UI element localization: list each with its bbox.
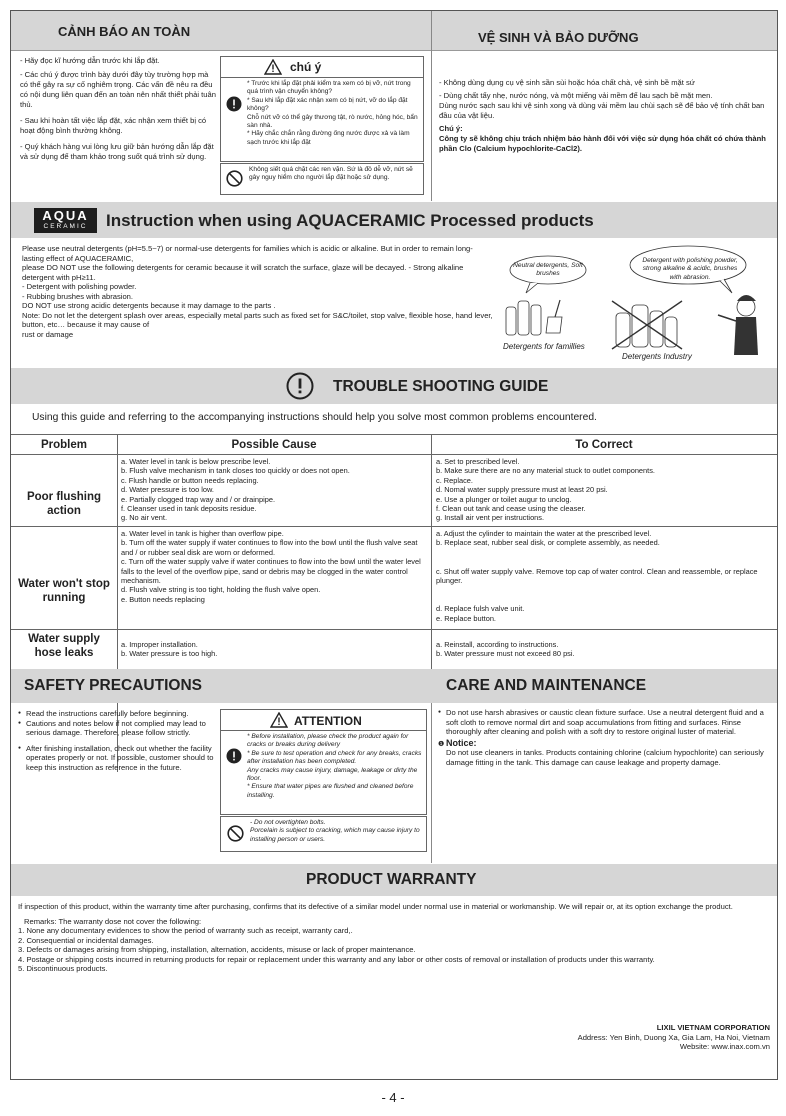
problem-water-running: Water won't stop running	[18, 578, 110, 604]
exclamation-icon	[226, 748, 242, 764]
safety-item: ● Read the instructions carefully before beginning.	[18, 709, 218, 719]
care-notice-text: Do not use cleaners in tanks. Products containing chlorine (calcium hypochlorite) can seriously damage fitting in the tank. This damage can cause leakage and property damage.	[446, 748, 764, 767]
problem-poor-flushing: Poor flushing action	[26, 491, 102, 517]
company-website[interactable]: Website: www.inax.com.vn	[679, 1042, 770, 1052]
vi-safety-item: - Quý khách hàng vui lòng lưu giữ bản hướng dẫn lắp đặt và sử dụng để tham khảo trong suốt quá trình sử dụng.	[20, 142, 214, 161]
notice-icon: ❶	[438, 740, 445, 748]
safety-prohibit-text: - Do not overtighten bolts. Porcelain is subject to cracking, which may cause injury to installing person or users.	[250, 819, 420, 843]
vi-safety-item: - Các chú ý được trình bày dưới đây tùy trường hợp mà có thể gây ra sự cố nghiêm trọng. Các vấn đề nêu ra đều có nội dung liên quan đến an toàn nên nhất thiết phải tuân thủ.	[20, 70, 216, 109]
vi-safety-item: - Hãy đọc kĩ hướng dẫn trước khi lắp đặt.	[20, 56, 160, 65]
warranty-body	[18, 902, 770, 974]
warranty-remarks: Remarks: The warranty dose not cover the following:	[24, 916, 202, 926]
warning-icon	[270, 712, 288, 728]
header-problem: Problem	[40, 439, 87, 451]
vi-care-note-text: Công ty sẽ không chịu trách nhiệm bảo hành đối với việc sử dụng hóa chất có chứa thành phần Clo (Calcium hypochlorite-CaCl2).	[439, 134, 766, 153]
vi-notice-text: * Trước khi lắp đặt phải kiểm tra xem có bị vỡ, nứt trong quá trình vận chuyển không? * Sau khi lắp đặt xác nhận xem có bị nứt, vỡ do lắp đặt không? Chỗ nứt vỡ có thể gây thương tật, rò nước, hỏng hóc, bẩn sàn nhà. * Hãy chắc chắn rằng đường ống nước được xả và làm sạch trước khi lắp đặt	[247, 80, 418, 146]
aqua-title: Instruction when using AQUACERAMIC Processed products	[106, 211, 594, 230]
vi-safety-title: CẢNH BÁO AN TOÀN	[58, 24, 191, 39]
vi-care-item: Dùng nước sạch sau khi vệ sinh xong và dùng vải mềm lau chùi sạch sẽ để bảo vệ tính chất ban đầu của vật liệu.	[439, 101, 765, 120]
care-item: ● Do not use harsh abrasives or caustic clean fixture surface. Use a neutral detergent fluid and a soft cloth to remove normal dirt and soap accumulations from fitting and surfaces. Rinse thoroughly after cleaning and polish with a soft dry to restore original luster of material.	[438, 708, 774, 737]
vi-prohibit-text: Không siết quá chặt các ren vặn. Sứ là đồ dễ vỡ, nứt sẽ gây nguy hiểm cho người lắp đặt hoặc sử dụng.	[249, 166, 413, 182]
prohibit-icon	[226, 170, 243, 187]
aquaceramic-logo: AQUA CERAMIC	[34, 208, 97, 233]
care-title: CARE AND MAINTENANCE	[446, 677, 647, 694]
attention-text: * Before installation, please check the product again for cracks or breaks during delivery * Be sure to test operation and check for any breaks, cracks after installation has been completed. Any cracks may cause injury, damage, leakage or dirty the floor. * Ensure that water pipes are flushed and cleaned before installing.	[247, 733, 422, 799]
safety-item: ● After finishing installation, check out whether the facility operates properly or not. If possible, customer should to keep this instruction as reference in the future.	[18, 744, 218, 773]
header-correct: To Correct	[575, 439, 633, 451]
vi-safety-list	[20, 56, 216, 162]
cause-hose-leaks: a. Improper installation. b. Water pressure is too high.	[121, 640, 218, 659]
warranty-item: 3. Defects or damages arising from shipping, installation, alternation, accidents, misuse or lack of proper maintenance.	[18, 945, 416, 954]
cause-poor-flushing: a. Water level in tank is below prescribe level. b. Flush valve mechanism in tank closes too quickly or does not open. c. Flush handle or button needs replacing. d. Water pressure is too low. e. Partially clogged trap way and / or drainpipe. f. Cleanser used in tank deposits residue. g. No air vent.	[121, 457, 350, 523]
company-address: Address: Yen Binh, Duong Xa, Gia Lam, Ha Noi, Vietnam	[577, 1032, 770, 1042]
caption-families: Detergents for famillies	[503, 342, 585, 351]
trouble-intro: Using this guide and referring to the accompanying instructions should help you solve most common problems encountered.	[32, 412, 597, 423]
warranty-item: 5. Discontinuous products.	[18, 964, 108, 973]
cause-water-running: a. Water level in tank is higher than overflow pipe. b. Turn off the water supply if water continues to flow into the bowl until the flush valve seat and / or rubber seal disk are worn or deformed. c. Turn off the water supply valve if water continues to flow into the bowl until the water level falls to the level of the overflow pipe, sand or debris may be clogged in the water control mechanism. d. Flush valve string is too tight, holding the flush valve open. e. Button needs replacing	[121, 529, 421, 604]
bubble-neutral: Neutral detergents, Soft brushes	[513, 262, 583, 278]
warranty-title: PRODUCT WARRANTY	[306, 871, 477, 888]
vi-care-title: VỆ SINH VÀ BẢO DƯỠNG	[478, 30, 639, 45]
warranty-intro: If inspection of this product, within the warranty time after purchasing, confirms that its defective of a similar model under normal use in material or workmanship. We will repair or, at its option exchange the product.	[18, 902, 733, 911]
safety-item: ● Cautions and notes below if not complied may lead to serious damage. Therefore, please follow strictly.	[18, 719, 218, 738]
vi-care-item: - Không dùng dụng cụ vệ sinh sần sùi hoặc hóa chất chà, vệ sinh bề mặt sứ	[439, 78, 695, 87]
prohibit-icon	[227, 825, 244, 842]
header-cause: Possible Cause	[231, 439, 317, 451]
problem-hose-leaks: Water supply hose leaks	[28, 633, 100, 659]
safety-list	[18, 709, 218, 773]
vi-safety-item: - Sau khi hoàn tất việc lắp đặt, xác nhận xem thiết bị có hoạt động bình thường không.	[20, 116, 207, 135]
vi-care-list	[439, 78, 775, 154]
aqua-body: Please use neutral detergents (pH=5.5~7) or normal-use detergents for families which is acidic or alkaline. But in order to remain long-lasting effect of AQUACERAMIC, please DO NOT use the following detergents for ceramic because it will scratch the surface, glaze will be decayed. - Strong alkaline detergent with pH≥11. - Detergent with polishing powder. - Rubbing brushes with abrasion. DO NOT use strong acidic detergents because it may damage to the parts . Note: Do not let the detergent splash over areas, especially metal parts such as fixed set for S&C/toilet, stop valve, flexible hose, hand lever, button, etc… because it may cause of rust or damage	[22, 244, 493, 339]
warning-icon	[264, 59, 282, 75]
correct-water-running: a. Adjust the cylinder to maintain the water at the prescribed level. b. Replace seat, rubber seal disk, or complete assembly, as needed. c. Shut off water supply valve. Remove top cap of water control. Clean and reassemble, or replace plunger. d. Replace fulsh valve unit. e. Replace button.	[436, 529, 758, 623]
trouble-title: TROUBLE SHOOTING GUIDE	[333, 378, 549, 395]
safety-title: SAFETY PRECAUTIONS	[24, 677, 202, 694]
vi-notice-title: chú ý	[290, 60, 322, 74]
correct-poor-flushing: a. Set to prescribed level. b. Make sure there are no any material stuck to outlet components. c. Replace. d. Nomal water supply pressure must at least 20 psi. e. Use a plunger or toilet augur to unclog. f. Clean out tank and cease using the cleaser. g. Install air vent per instructions.	[436, 457, 655, 523]
company-name: LIXIL VIETNAM CORPORATION	[656, 1023, 770, 1032]
exclamation-circle-icon	[286, 372, 314, 400]
attention-title: ATTENTION	[294, 714, 362, 728]
page-number: - 4 -	[381, 1090, 405, 1105]
care-section	[438, 708, 774, 768]
warranty-item: 2. Consequential or incidental damages.	[18, 935, 154, 945]
warranty-item: 1. None any documentary evidences to show the period of warranty such as receipt, warranty card,.	[18, 926, 353, 935]
vi-care-item: - Dùng chất tẩy nhẹ, nước nóng, và một miếng vải mềm để lau sạch bề mặt men.	[439, 91, 713, 100]
vi-care-note-label: Chú ý:	[439, 124, 463, 133]
company-block	[420, 1023, 770, 1052]
care-notice-label: Notice:	[446, 737, 477, 748]
bubble-industry: Detergent with polishing powder, strong alkaline & acidic, brushes with abrasion.	[642, 257, 738, 281]
exclamation-icon	[226, 96, 242, 112]
warranty-item: 4. Postage or shipping costs incurred in returning products for repair or replacement under this warranty and any labor or other costs of removal or installation of products under this warranty.	[18, 954, 655, 964]
correct-hose-leaks: a. Reinstall, according to instructions. b. Water pressure must not exceed 80 psi.	[436, 640, 575, 659]
caption-industry: Detergents Industry	[622, 352, 692, 361]
